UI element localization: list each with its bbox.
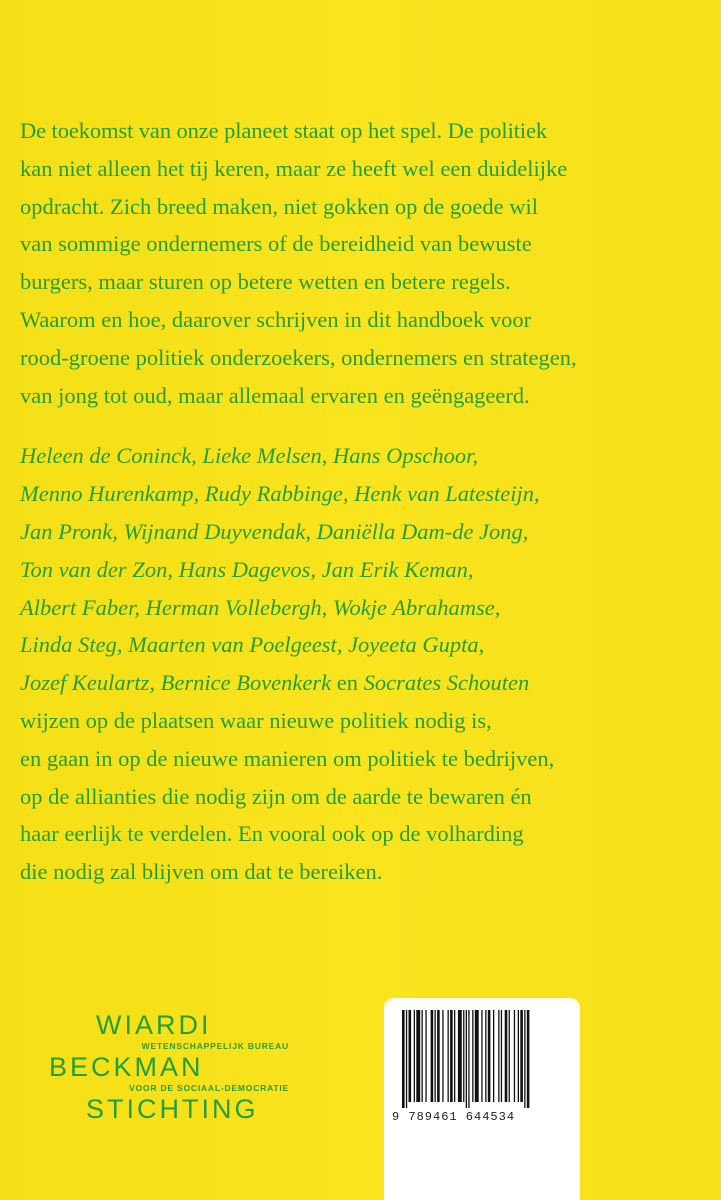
authors-paragraph [20,437,710,891]
blurb-text [20,112,710,891]
authors-names: Socrates Schouten [363,670,530,696]
closing-line: en gaan in op de nieuwe manieren om politiek te bedrijven, [20,745,555,771]
authors-line: Albert Faber, Herman Vollebergh, Wokje Abrahamse, [20,594,501,620]
closing-line: die nodig zal blijven om dat te bereiken. [20,859,383,885]
description-line: Waarom en hoe, daarover schrijven in dit handboek voor [20,306,532,332]
description-line: van jong tot oud, maar allemaal ervaren en geëngageerd. [20,382,530,408]
logo-word-beckman: BECKMAN [49,1052,204,1082]
logo-subtitle: VOOR DE SOCIAAL-DEMOCRATIE [129,1083,289,1093]
logo-word-stichting: STICHTING [86,1094,259,1124]
isbn-number: 9 789461 644534 [392,1110,516,1124]
authors-line-last [20,664,710,702]
authors-line: Ton van der Zon, Hans Dagevos, Jan Erik Keman, [20,556,474,582]
description-line: burgers, maar sturen op betere wetten en betere regels. [20,269,511,295]
logo-subtitle: WETENSCHAPPELIJK BUREAU [141,1041,289,1051]
authors-line: Linda Steg, Maarten van Poelgeest, Joyeeta Gupta, [20,632,485,658]
authors-line: Jan Pronk, Wijnand Duyvendak, Daniëlla Dam-de Jong, [20,518,529,544]
closing-line: op de allianties die nodig zijn om de aarde te bewaren én [20,783,532,809]
description-line: opdracht. Zich breed maken, niet gokken op de goede wil [20,193,538,219]
authors-names: Jozef Keulartz, Bernice Bovenkerk [20,670,332,696]
logo-word-wiardi: WIARDI [96,1010,212,1040]
closing-line: wijzen op de plaatsen waar nieuwe politiek nodig is, [20,707,492,733]
publisher-logo [49,1010,289,1124]
description-line: kan niet alleen het tij keren, maar ze heeft wel een duidelijke [20,155,568,181]
isbn-barcode [400,1010,564,1108]
authors-line: Heleen de Coninck, Lieke Melsen, Hans Opschoor, [20,443,479,469]
description-line: van sommige ondernemers of de bereidheid van bewuste [20,231,532,257]
description-paragraph [20,112,710,414]
barcode-label [384,998,580,1200]
description-line: De toekomst van onze planeet staat op het spel. De politiek [20,118,548,143]
description-line: rood-groene politiek onderzoekers, ondernemers en strategen, [20,344,577,370]
closing-line: haar eerlijk te verdelen. En vooral ook op de volharding [20,821,524,847]
authors-line: Menno Hurenkamp, Rudy Rabbinge, Henk van Latesteijn, [20,481,540,507]
authors-conjunction: en [331,670,364,696]
